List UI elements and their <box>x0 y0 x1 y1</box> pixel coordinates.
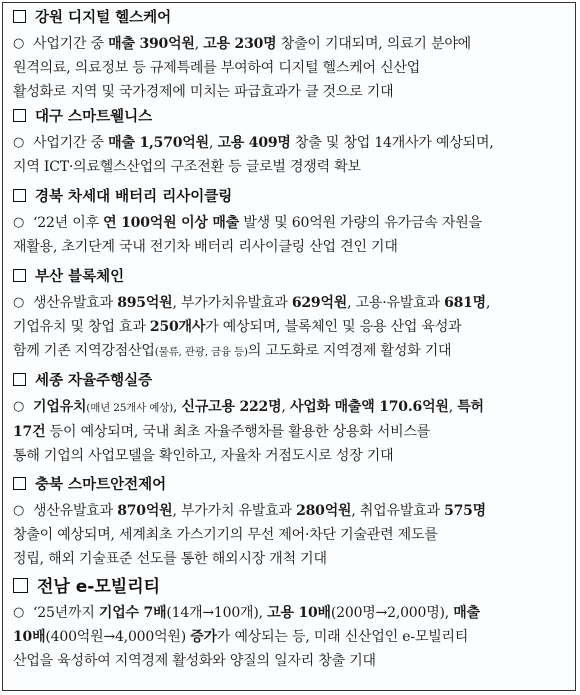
text-line <box>13 523 567 547</box>
text-line <box>13 420 567 444</box>
body-text: 원격의료, 의료정보 등 규제특례를 부여하여 디지털 헬스케어 신산업 <box>13 60 421 76</box>
emphasis-text: 681명 <box>444 295 487 311</box>
section-body <box>13 395 567 468</box>
section-title: 강원 디지털 헬스케어 <box>35 10 172 26</box>
checkbox-square-icon <box>13 109 26 122</box>
emphasis-text: 매출 <box>453 605 480 621</box>
text-line <box>33 211 567 235</box>
body-text: 가 예상되며, 블록체인 및 응용 산업 육성과 <box>205 319 462 335</box>
text-line <box>13 56 567 80</box>
section-busan <box>13 267 567 364</box>
text-line <box>13 444 567 468</box>
body-text: 사업기간 중 <box>33 135 109 151</box>
checkbox-square-icon <box>13 477 26 490</box>
body-text: , <box>172 399 182 415</box>
bullet-circle-icon: ○ <box>13 36 25 51</box>
bullet-circle-icon: ○ <box>13 135 25 150</box>
text-line <box>13 315 567 339</box>
section-heading <box>13 8 567 28</box>
section-title: 전남 e-모빌리티 <box>37 577 161 597</box>
text-line <box>33 499 567 523</box>
section-body <box>13 601 567 673</box>
body-text: , 부가가치유발효과 <box>172 295 292 311</box>
checkbox-square-icon <box>13 189 26 202</box>
section-gyeongbuk <box>13 187 567 259</box>
text-line <box>33 32 567 56</box>
text-line <box>13 80 567 104</box>
emphasis-text: 매출 1,570억원 <box>108 135 209 151</box>
emphasis-text: 280억원 <box>296 503 352 519</box>
checkbox-square-icon <box>13 269 26 282</box>
emphasis-text: 17건 <box>13 424 46 440</box>
small-note-text: (매년 25개사 예상) <box>86 402 173 414</box>
section-heading <box>13 371 567 391</box>
body-text: , <box>208 135 218 151</box>
section-body <box>13 211 567 259</box>
body-text: , 부가가치 유발효과 <box>172 503 297 519</box>
emphasis-text: 895억원 <box>117 295 173 311</box>
section-body <box>13 131 567 179</box>
text-line <box>13 235 567 259</box>
text-line <box>13 155 567 179</box>
body-text: , 취업유발효과 <box>351 503 445 519</box>
body-text: 정립, 해외 기술표준 선도를 통한 해외시장 개척 기대 <box>13 551 327 567</box>
small-note-text: (물류, 관광, 금융 등) <box>154 346 248 358</box>
checkbox-square-icon <box>13 373 26 386</box>
text-line <box>33 291 567 315</box>
body-text: 함께 기존 지역강점산업 <box>13 343 155 359</box>
section-title: 경북 차세대 배터리 리사이클링 <box>35 189 233 205</box>
emphasis-text: 연 100억원 이상 매출 <box>103 215 240 231</box>
body-text: 가 예상되는 등, 미래 신산업인 e-모빌리티 <box>216 629 469 645</box>
bullet-circle-icon: ○ <box>13 503 25 518</box>
body-text: , <box>486 295 491 311</box>
text-line <box>33 601 567 625</box>
emphasis-text: 870억원 <box>117 503 173 519</box>
body-text: 지역 ICT·의료헬스산업의 구조전환 등 글로벌 경쟁력 확보 <box>13 159 361 175</box>
emphasis-text: 10배 <box>13 629 46 645</box>
emphasis-text: 고용 10배 <box>267 605 331 621</box>
body-text: (14개→100개), <box>166 605 268 621</box>
bullet-circle-icon: ○ <box>13 399 25 414</box>
emphasis-text: 신규고용 222명 <box>181 399 282 415</box>
body-text: 창출 및 창업 14개사가 예상되며, <box>290 135 494 151</box>
content-panel <box>2 2 576 691</box>
body-text: 창출이 예상되며, 세계최초 가스기기의 무선 제어·차단 기술관련 제도를 <box>13 527 438 543</box>
body-text: , <box>448 399 458 415</box>
emphasis-text: 250개사 <box>149 319 206 335</box>
body-text: 생산유발효과 <box>33 503 118 519</box>
emphasis-text: 사업화 매출액 170.6억원 <box>289 399 449 415</box>
body-text: 활성화로 지역 및 국가경제에 미치는 파급효과가 클 것으로 기대 <box>13 84 394 100</box>
body-text: 등이 예상되며, 국내 최초 자율주행차를 활용한 상용화 서비스를 <box>45 424 431 440</box>
body-text: ‘22년 이후 <box>33 215 104 231</box>
text-line <box>13 547 567 571</box>
section-body <box>13 32 567 104</box>
section-heading <box>13 475 567 495</box>
section-chungbuk <box>13 475 567 571</box>
section-title: 대구 스마트웰니스 <box>35 109 153 125</box>
body-text: 산업을 육성하여 지역경제 활성화와 양질의 일자리 창출 기대 <box>13 653 376 669</box>
section-body <box>13 291 567 364</box>
bullet-circle-icon: ○ <box>13 295 25 310</box>
section-title: 충북 스마트안전제어 <box>35 477 167 493</box>
text-line <box>33 395 567 420</box>
emphasis-text: 기업유치 <box>33 399 87 415</box>
emphasis-text: 매출 390억원 <box>108 36 195 52</box>
text-line <box>13 625 567 649</box>
checkbox-square-icon <box>13 10 26 23</box>
text-line <box>33 131 567 155</box>
body-text: (400억원→4,000억원) <box>45 629 191 645</box>
bullet-circle-icon: ○ <box>13 215 25 230</box>
section-title: 부산 블록체인 <box>35 269 125 285</box>
body-text: 생산유발효과 <box>33 295 118 311</box>
section-daegu <box>13 107 567 179</box>
body-text: 창출이 기대되며, 의료기 분야에 <box>276 36 471 52</box>
body-text: 통해 기업의 사업모델을 확인하고, 자율차 거점도시로 성장 기대 <box>13 448 394 464</box>
text-line <box>13 339 567 364</box>
emphasis-text: 629억원 <box>291 295 348 311</box>
section-jeonnam <box>13 577 567 673</box>
section-heading <box>13 187 567 207</box>
section-title: 세종 자율주행실증 <box>35 373 153 389</box>
emphasis-text: 증가 <box>190 629 217 645</box>
body-text: 재활용, 초기단계 국내 전기차 배터리 리사이클링 산업 견인 기대 <box>13 239 398 255</box>
section-sejong <box>13 371 567 468</box>
section-gangwon <box>13 8 567 104</box>
body-text: 기업유치 및 창업 효과 <box>13 319 150 335</box>
body-text: (200명→2,000명), <box>330 605 454 621</box>
body-text: , 고용·유발효과 <box>347 295 445 311</box>
section-heading <box>13 577 567 597</box>
body-text: , <box>194 36 204 52</box>
text-line <box>13 649 567 673</box>
emphasis-text: 575명 <box>444 503 487 519</box>
emphasis-text: 특허 <box>457 399 484 415</box>
body-text: 발생 및 60억원 가량의 유가금속 자원을 <box>239 215 482 231</box>
body-text: , <box>281 399 290 415</box>
bullet-circle-icon: ○ <box>13 605 25 620</box>
emphasis-text: 고용 230명 <box>203 36 277 52</box>
body-text: 의 고도화로 지역경제 활성화 기대 <box>247 343 452 359</box>
emphasis-text: 고용 409명 <box>217 135 291 151</box>
checkbox-square-icon <box>13 578 28 593</box>
section-body <box>13 499 567 571</box>
section-heading <box>13 267 567 287</box>
body-text: ‘25년까지 <box>33 605 99 621</box>
body-text: 사업기간 중 <box>33 36 109 52</box>
section-heading <box>13 107 567 127</box>
emphasis-text: 기업수 7배 <box>98 605 167 621</box>
